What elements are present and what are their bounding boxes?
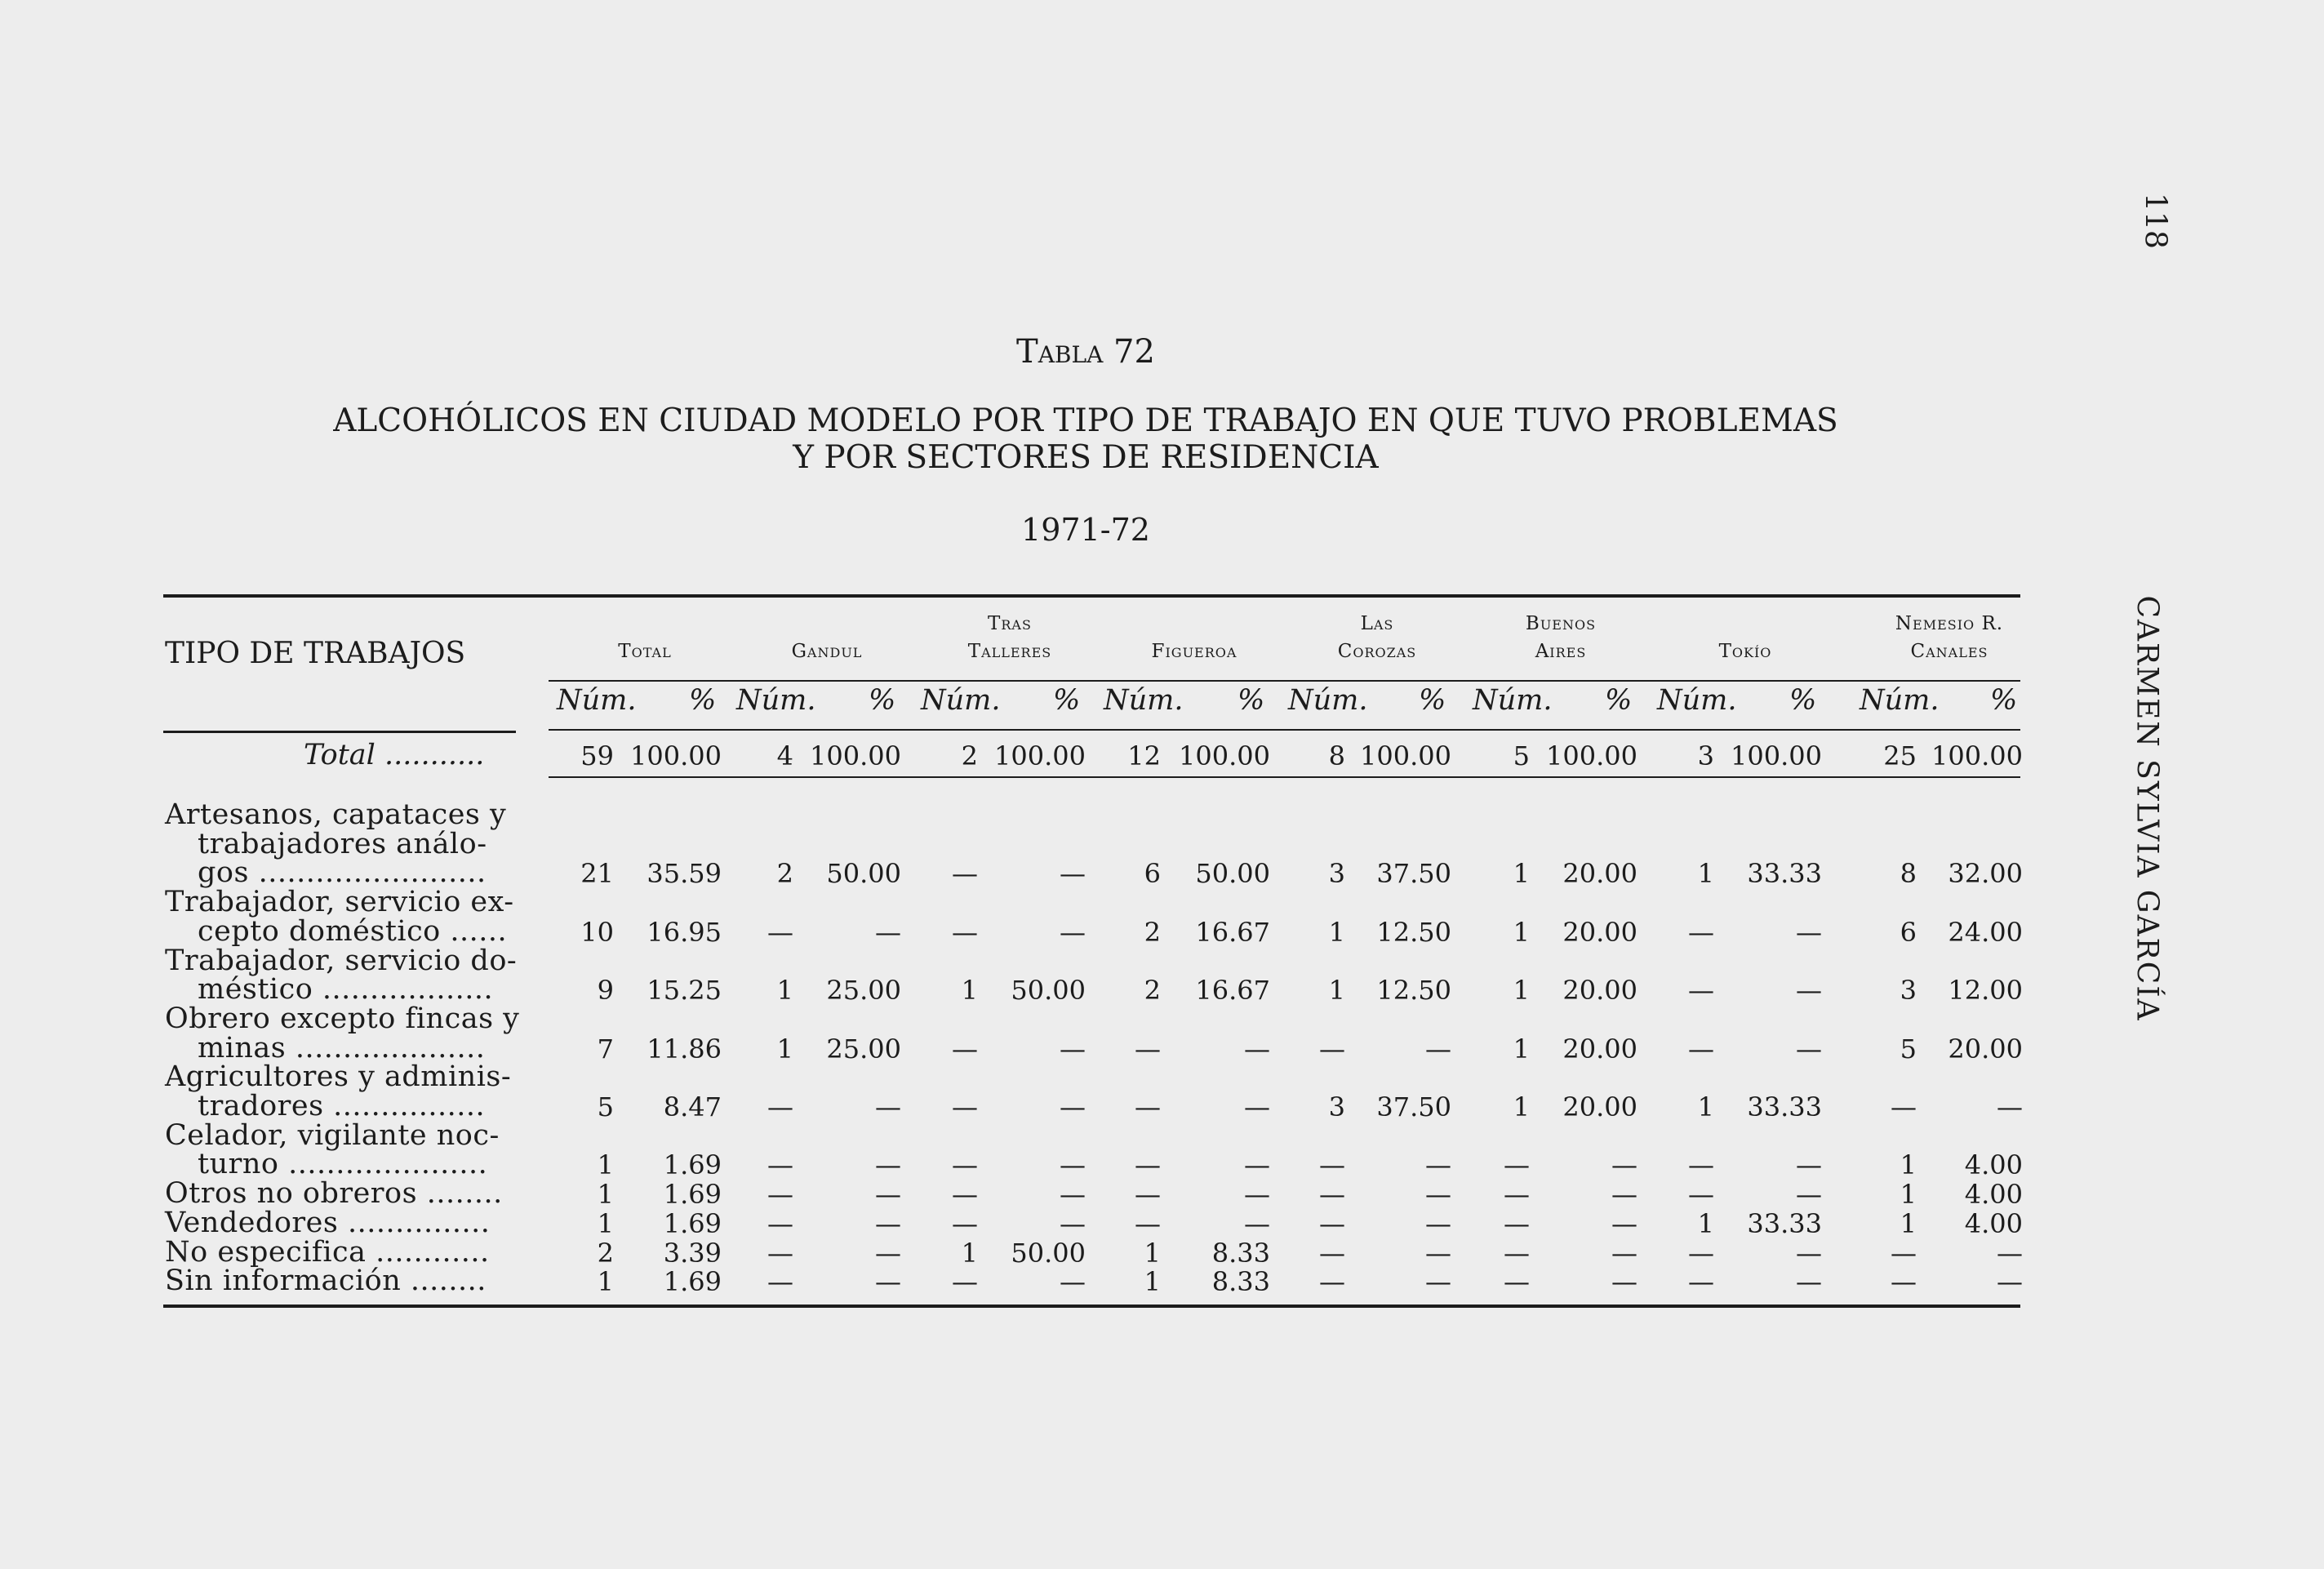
- header-rule-left: [163, 731, 516, 733]
- table-cell-num: —: [1135, 1207, 1161, 1239]
- table-cell-pct: 24.00: [1948, 916, 2023, 948]
- table-cell-num: —: [1504, 1237, 1530, 1269]
- table-cell-pct: —: [1796, 1033, 1822, 1065]
- table-cell-num: —: [1504, 1149, 1530, 1181]
- row-label-line: Trabajador, servicio ex-: [165, 886, 514, 919]
- subheader-pct: %: [1238, 684, 1265, 717]
- table-cell-num: 1: [1144, 1237, 1161, 1269]
- table-cell-pct: —: [1060, 1179, 1086, 1211]
- subheader-pct: %: [869, 684, 896, 717]
- subheader-pct: %: [1419, 684, 1446, 717]
- table-cell-num: —: [1688, 1237, 1714, 1269]
- table-cell-pct: —: [1796, 1237, 1822, 1269]
- subheader-num: Núm.: [1657, 684, 1737, 717]
- table-cell-num: —: [1135, 1033, 1161, 1065]
- subheader-num: Núm.: [557, 684, 637, 717]
- table-cell-pct: —: [1997, 1091, 2023, 1122]
- table-cell-pct: —: [1060, 1266, 1086, 1298]
- table-cell-pct: 12.50: [1376, 916, 1451, 948]
- total-row-pct: 100.00: [1360, 740, 1451, 771]
- row-label-line: méstico ..................: [198, 973, 494, 1007]
- row-label-line: Trabajador, servicio do-: [165, 944, 518, 977]
- table-cell-num: —: [767, 1149, 793, 1181]
- subheader-num: Núm.: [1288, 684, 1368, 717]
- table-cell-pct: 16.67: [1195, 975, 1270, 1007]
- column-header-7-line-2: Tokío: [1718, 641, 1772, 662]
- table-cell-num: —: [952, 1033, 978, 1065]
- table-cell-pct: 15.25: [647, 975, 722, 1007]
- table-cell-num: —: [1891, 1266, 1917, 1298]
- table-cell-num: —: [767, 916, 793, 948]
- table-cell-pct: —: [875, 1237, 901, 1269]
- table-cell-pct: 16.95: [647, 916, 722, 948]
- table-cell-num: 1: [776, 975, 793, 1007]
- total-row-pct: 100.00: [1931, 740, 2023, 771]
- row-label-line: Agricultores y adminis-: [165, 1060, 512, 1094]
- table-cell-num: —: [1688, 916, 1714, 948]
- bottom-rule: [163, 1305, 2020, 1308]
- table-cell-num: 1: [1697, 1207, 1714, 1239]
- table-cell-pct: 12.00: [1948, 975, 2023, 1007]
- table-cell-num: 7: [597, 1033, 614, 1065]
- table-cell-num: —: [767, 1091, 793, 1122]
- row-label-line: turno .....................: [198, 1148, 488, 1181]
- column-header-8-line-1: Nemesio R.: [1895, 613, 2004, 634]
- total-row-pct: 100.00: [810, 740, 901, 771]
- table-cell-pct: 33.33: [1747, 1091, 1822, 1122]
- table-cell-pct: —: [875, 1091, 901, 1122]
- running-head: CARMEN SYLVIA GARCÍA: [2130, 595, 2164, 1022]
- table-cell-pct: —: [1611, 1237, 1637, 1269]
- table-cell-num: 1: [1900, 1149, 1917, 1181]
- subheader-pct: %: [1789, 684, 1817, 717]
- table-cell-pct: —: [1611, 1266, 1637, 1298]
- table-cell-pct: 50.00: [1195, 858, 1270, 890]
- table-period: 1971-72: [1021, 512, 1150, 548]
- table-cell-pct: 20.00: [1948, 1033, 2023, 1065]
- table-cell-pct: 50.00: [826, 858, 901, 890]
- table-title-line-1: ALCOHÓLICOS EN CIUDAD MODELO POR TIPO DE TRABAJO EN QUE TUVO PROBLEMAS: [333, 402, 1838, 439]
- row-label-line: No especifica ............: [165, 1235, 490, 1269]
- table-cell-pct: —: [875, 1266, 901, 1298]
- table-cell-num: 1: [597, 1266, 614, 1298]
- table-cell-num: —: [1319, 1033, 1345, 1065]
- table-label-prefix: Tabla: [1016, 333, 1104, 371]
- column-header-3-line-2: Talleres: [967, 641, 1052, 662]
- table-cell-pct: —: [1060, 1207, 1086, 1239]
- table-cell-pct: 20.00: [1562, 858, 1637, 890]
- table-cell-pct: 25.00: [826, 1033, 901, 1065]
- total-rule: [549, 776, 2020, 778]
- table-cell-pct: —: [1425, 1266, 1451, 1298]
- subheader-pct: %: [1990, 684, 2018, 717]
- table-cell-num: —: [952, 1266, 978, 1298]
- table-cell-num: —: [1319, 1207, 1345, 1239]
- table-cell-pct: —: [1796, 1179, 1822, 1211]
- table-cell-pct: 1.69: [663, 1149, 722, 1181]
- table-cell-num: —: [767, 1266, 793, 1298]
- table-cell-pct: —: [1060, 858, 1086, 890]
- table-cell-pct: —: [1244, 1149, 1270, 1181]
- table-cell-pct: —: [1425, 1149, 1451, 1181]
- table-cell-num: 10: [580, 916, 614, 948]
- table-cell-num: 1: [1144, 1266, 1161, 1298]
- table-cell-pct: 37.50: [1376, 1091, 1451, 1122]
- table-cell-pct: 20.00: [1562, 1091, 1637, 1122]
- table-cell-pct: —: [1060, 1149, 1086, 1181]
- row-label-line: Celador, vigilante noc-: [165, 1118, 500, 1152]
- column-header-8-line-2: Canales: [1910, 641, 1989, 662]
- table-number: 72: [1113, 333, 1155, 371]
- table-cell-pct: 3.39: [663, 1237, 722, 1269]
- table-cell-num: —: [1504, 1207, 1530, 1239]
- table-cell-pct: 1.69: [663, 1266, 722, 1298]
- table-cell-num: 2: [1144, 975, 1161, 1007]
- table-cell-num: 2: [776, 858, 793, 890]
- table-cell-pct: 11.86: [647, 1033, 722, 1065]
- table-cell-pct: 8.33: [1211, 1266, 1270, 1298]
- table-cell-pct: —: [875, 1149, 901, 1181]
- table-cell-pct: 1.69: [663, 1207, 722, 1239]
- table-cell-num: —: [1688, 1033, 1714, 1065]
- table-cell-num: —: [1504, 1266, 1530, 1298]
- row-label-line: minas ....................: [198, 1031, 486, 1065]
- table-cell-num: 21: [580, 858, 614, 890]
- table-cell-pct: 8.33: [1211, 1237, 1270, 1269]
- table-cell-num: 1: [1328, 975, 1345, 1007]
- subheader-num: Núm.: [1473, 684, 1553, 717]
- column-header-5-line-2: Corozas: [1337, 641, 1417, 662]
- table-cell-num: —: [1135, 1091, 1161, 1122]
- table-cell-num: —: [1688, 975, 1714, 1007]
- top-rule: [163, 594, 2020, 598]
- table-cell-pct: —: [875, 1179, 901, 1211]
- table-cell-num: —: [952, 1179, 978, 1211]
- table-cell-pct: —: [1611, 1149, 1637, 1181]
- table-cell-pct: —: [875, 1207, 901, 1239]
- table-cell-num: 1: [1513, 975, 1530, 1007]
- total-row-num: 25: [1883, 740, 1917, 771]
- total-row-pct: 100.00: [1731, 740, 1822, 771]
- table-cell-num: —: [1319, 1266, 1345, 1298]
- table-cell-pct: 20.00: [1562, 1033, 1637, 1065]
- column-header-5-line-1: Las: [1360, 613, 1394, 634]
- column-header-3-line-1: Tras: [988, 613, 1032, 634]
- table-cell-pct: —: [875, 916, 901, 948]
- table-label: [0, 333, 2171, 371]
- table-cell-pct: —: [1244, 1179, 1270, 1211]
- row-header: TIPO DE TRABAJOS: [165, 637, 466, 670]
- row-label-line: Artesanos, capataces y: [165, 798, 507, 831]
- column-header-2-line-2: Gandul: [791, 641, 863, 662]
- table-cell-num: 1: [597, 1179, 614, 1211]
- table-cell-pct: —: [1796, 1266, 1822, 1298]
- column-header-6-line-1: Buenos: [1525, 613, 1597, 634]
- table-cell-pct: 1.69: [663, 1179, 722, 1211]
- table-cell-num: —: [767, 1237, 793, 1269]
- subheader-num: Núm.: [1860, 684, 1940, 717]
- table-cell-pct: 33.33: [1747, 858, 1822, 890]
- table-cell-num: —: [1688, 1266, 1714, 1298]
- table-cell-num: —: [1891, 1237, 1917, 1269]
- table-cell-num: —: [767, 1207, 793, 1239]
- total-row-num: 59: [580, 740, 614, 771]
- table-cell-num: —: [1504, 1179, 1530, 1211]
- table-cell-pct: 25.00: [826, 975, 901, 1007]
- subheader-pct: %: [1605, 684, 1633, 717]
- table-cell-num: 2: [1144, 916, 1161, 948]
- subheader-num: Núm.: [1104, 684, 1184, 717]
- table-cell-num: —: [1135, 1179, 1161, 1211]
- table-cell-pct: —: [1425, 1033, 1451, 1065]
- table-cell-num: 1: [1900, 1179, 1917, 1211]
- total-row-pct: 100.00: [994, 740, 1086, 771]
- row-label-line: cepto doméstico ......: [198, 914, 508, 948]
- table-cell-pct: 50.00: [1011, 975, 1086, 1007]
- table-cell-pct: 37.50: [1376, 858, 1451, 890]
- table-cell-num: —: [1688, 1149, 1714, 1181]
- table-cell-num: 5: [597, 1091, 614, 1122]
- row-label-line: Obrero excepto fincas y: [165, 1002, 520, 1035]
- total-row-num: 4: [776, 740, 793, 771]
- subheader-rule: [549, 729, 2020, 731]
- column-header-6-line-2: Aires: [1535, 641, 1587, 662]
- table-cell-pct: 4.00: [1964, 1207, 2023, 1239]
- table-cell-num: 5: [1900, 1033, 1917, 1065]
- row-label-line: Sin información ........: [165, 1265, 487, 1298]
- table-cell-num: 1: [1513, 916, 1530, 948]
- table-cell-num: —: [767, 1179, 793, 1211]
- table-cell-num: 6: [1900, 916, 1917, 948]
- table-cell-pct: 20.00: [1562, 916, 1637, 948]
- table-cell-pct: —: [1611, 1179, 1637, 1211]
- table-cell-pct: —: [1997, 1237, 2023, 1269]
- table-cell-num: —: [1319, 1179, 1345, 1211]
- table-cell-pct: 8.47: [663, 1091, 722, 1122]
- table-cell-pct: —: [1997, 1266, 2023, 1298]
- table-cell-pct: —: [1244, 1033, 1270, 1065]
- table-cell-num: —: [1319, 1237, 1345, 1269]
- row-label-line: trabajadores análo-: [198, 827, 487, 860]
- table-cell-pct: —: [1060, 1033, 1086, 1065]
- table-cell-pct: 50.00: [1011, 1237, 1086, 1269]
- total-row-pct: 100.00: [1179, 740, 1270, 771]
- row-label-line: gos ........................: [198, 856, 487, 890]
- row-label-line: Otros no obreros ........: [165, 1177, 503, 1211]
- table-cell-num: 1: [1697, 1091, 1714, 1122]
- total-row-label: Total ...........: [304, 739, 485, 771]
- table-cell-num: 1: [1513, 1033, 1530, 1065]
- table-cell-pct: 33.33: [1747, 1207, 1822, 1239]
- total-row-num: 12: [1127, 740, 1161, 771]
- table-cell-pct: —: [1244, 1207, 1270, 1239]
- table-cell-pct: —: [1796, 975, 1822, 1007]
- table-cell-num: 8: [1900, 858, 1917, 890]
- table-cell-num: 1: [961, 1237, 978, 1269]
- table-cell-num: 1: [776, 1033, 793, 1065]
- table-cell-pct: 4.00: [1964, 1149, 2023, 1181]
- total-row-pct: 100.00: [630, 740, 722, 771]
- table-title-line-2: Y POR SECTORES DE RESIDENCIA: [793, 439, 1379, 476]
- table-cell-num: 1: [1697, 858, 1714, 890]
- table-cell-num: —: [952, 916, 978, 948]
- header-rule-columns: [549, 680, 2020, 682]
- row-label-line: tradores ................: [198, 1090, 486, 1122]
- table-cell-num: —: [952, 1207, 978, 1239]
- table-cell-num: 3: [1328, 858, 1345, 890]
- table-cell-pct: —: [1796, 1149, 1822, 1181]
- table-cell-num: 2: [597, 1237, 614, 1269]
- table-cell-num: 3: [1328, 1091, 1345, 1122]
- table-cell-pct: 32.00: [1948, 858, 2023, 890]
- table-cell-num: —: [1319, 1149, 1345, 1181]
- table-cell-num: 1: [1900, 1207, 1917, 1239]
- table-cell-pct: 12.50: [1376, 975, 1451, 1007]
- table-cell-num: 9: [597, 975, 614, 1007]
- total-row-num: 3: [1697, 740, 1714, 771]
- total-row-num: 8: [1328, 740, 1345, 771]
- table-cell-num: —: [1688, 1179, 1714, 1211]
- table-cell-num: 1: [1513, 1091, 1530, 1122]
- table-cell-pct: —: [1060, 916, 1086, 948]
- table-cell-num: 1: [1328, 916, 1345, 948]
- table-cell-num: —: [1135, 1149, 1161, 1181]
- table-cell-num: 1: [597, 1149, 614, 1181]
- table-cell-num: 3: [1900, 975, 1917, 1007]
- total-row-num: 5: [1513, 740, 1530, 771]
- table-cell-pct: —: [1796, 916, 1822, 948]
- table-cell-num: —: [952, 1091, 978, 1122]
- table-cell-pct: 16.67: [1195, 916, 1270, 948]
- table-cell-num: —: [952, 858, 978, 890]
- column-header-4-line-2: Figueroa: [1151, 641, 1238, 662]
- table-cell-pct: —: [1244, 1091, 1270, 1122]
- row-label-line: Vendedores ...............: [165, 1206, 491, 1239]
- table-cell-pct: —: [1425, 1237, 1451, 1269]
- subheader-num: Núm.: [736, 684, 816, 717]
- column-header-1-line-2: Total: [618, 641, 672, 662]
- table-cell-pct: —: [1060, 1091, 1086, 1122]
- table-cell-num: 6: [1144, 858, 1161, 890]
- table-cell-num: 1: [961, 975, 978, 1007]
- table-cell-num: —: [952, 1149, 978, 1181]
- subheader-pct: %: [689, 684, 717, 717]
- table-cell-pct: —: [1425, 1179, 1451, 1211]
- table-cell-num: 1: [1513, 858, 1530, 890]
- table-cell-pct: 35.59: [647, 858, 722, 890]
- table-cell-pct: 20.00: [1562, 975, 1637, 1007]
- page-number: 118: [2138, 193, 2172, 249]
- subheader-num: Núm.: [921, 684, 1001, 717]
- table-cell-pct: 4.00: [1964, 1179, 2023, 1211]
- table-cell-pct: —: [1611, 1207, 1637, 1239]
- total-row-num: 2: [961, 740, 978, 771]
- table-cell-pct: —: [1425, 1207, 1451, 1239]
- subheader-pct: %: [1053, 684, 1081, 717]
- table-cell-num: —: [1891, 1091, 1917, 1122]
- total-row-pct: 100.00: [1546, 740, 1637, 771]
- table-cell-num: 1: [597, 1207, 614, 1239]
